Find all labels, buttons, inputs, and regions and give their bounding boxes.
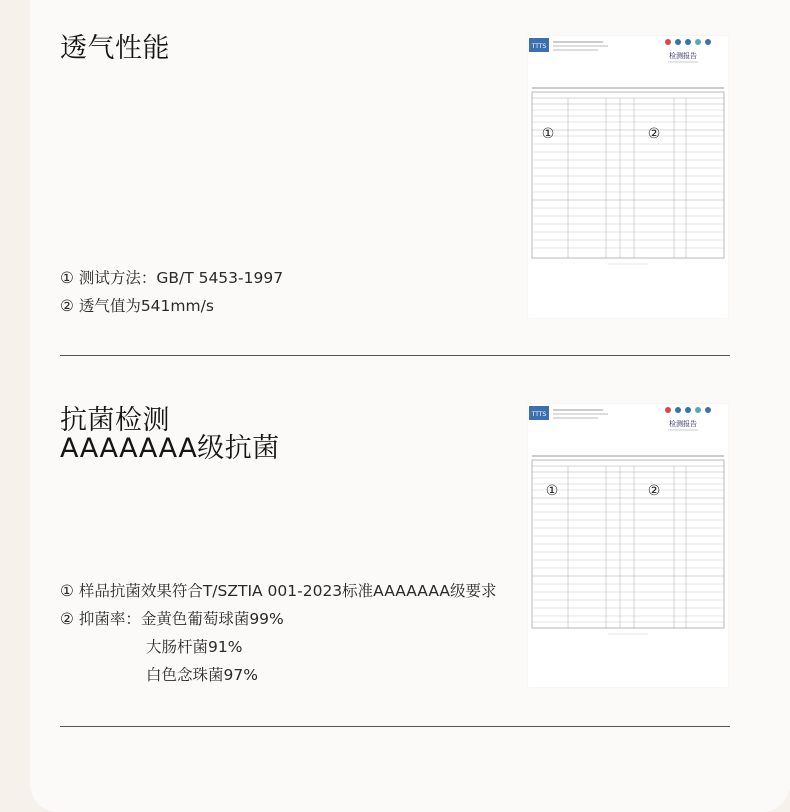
inhibition-rate-ecoli: 大肠杆菌91% bbox=[146, 638, 243, 656]
marker-1: ① bbox=[541, 126, 555, 142]
inhibition-rate-staph: ② 抑菌率：金黄色葡萄球菌99% bbox=[60, 610, 284, 628]
section-title-antibacterial: 抗菌检测 bbox=[60, 405, 170, 436]
test-method-text: ① 测试方法：GB/T 5453-1997 bbox=[60, 269, 284, 287]
svg-text:检测报告: 检测报告 bbox=[669, 420, 697, 428]
svg-text:检测报告: 检测报告 bbox=[669, 52, 697, 60]
marker-2: ② bbox=[647, 126, 661, 142]
air-permeability-value: ② 透气值为541mm/s bbox=[60, 297, 214, 315]
test-report-image-2 bbox=[528, 404, 728, 687]
section-divider-1 bbox=[60, 355, 730, 356]
svg-text:TTTS: TTTS bbox=[531, 411, 547, 418]
report-logo: TTTS bbox=[531, 43, 547, 50]
section-divider-2 bbox=[60, 726, 730, 727]
svg-text:①: ① bbox=[545, 483, 559, 499]
test-report-image-1 bbox=[528, 36, 728, 318]
standard-compliance-text: ① 样品抗菌效果符合T/SZTIA 001-2023标准AAAAAAA级要求 bbox=[60, 582, 497, 600]
inhibition-rate-candida: 白色念珠菌97% bbox=[146, 666, 258, 684]
section-title-breathability: 透气性能 bbox=[60, 33, 170, 64]
antibacterial-grade: AAAAAAA级抗菌 bbox=[60, 433, 280, 464]
svg-text:②: ② bbox=[647, 483, 661, 499]
